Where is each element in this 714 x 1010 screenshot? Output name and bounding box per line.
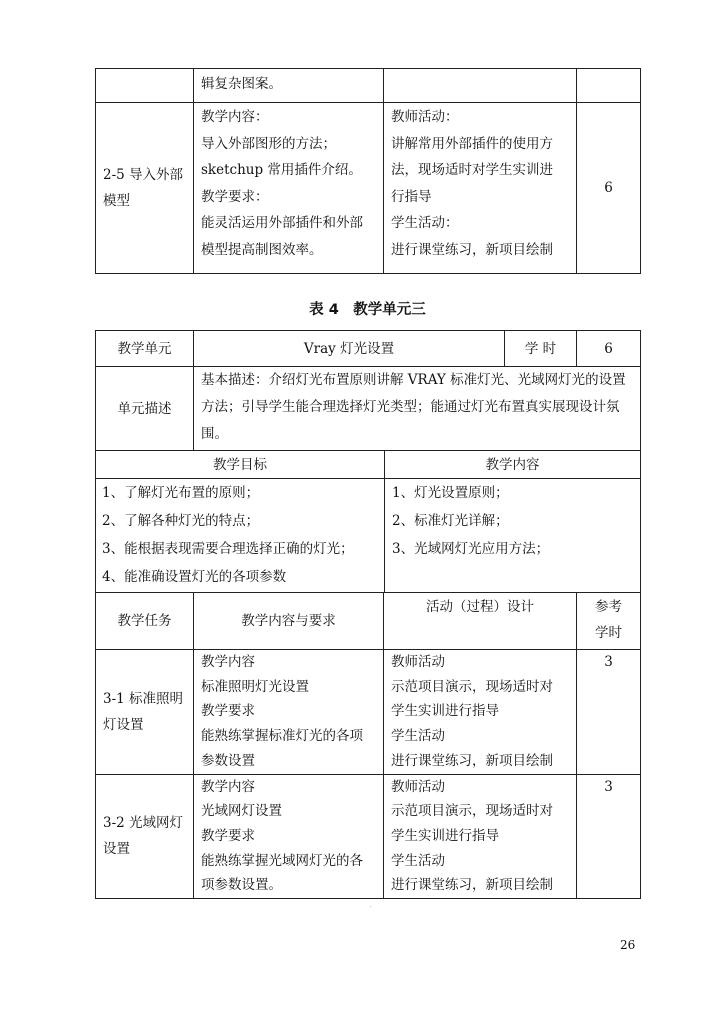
activity-cell bbox=[384, 774, 577, 899]
content-line: 教学要求 bbox=[201, 703, 255, 720]
table-row bbox=[96, 774, 641, 899]
content-item: 1、灯光设置原则； bbox=[392, 485, 509, 501]
contents-cell bbox=[385, 479, 641, 593]
goal-item: 1、了解灯光布置的原则； bbox=[102, 485, 260, 501]
unit-name: Vray 灯光设置 bbox=[194, 331, 505, 367]
content-line: 能熟练掌握标准灯光的各项 bbox=[201, 728, 363, 745]
content-line: 导入外部图形的方法； bbox=[201, 135, 336, 152]
hours-cell: 6 bbox=[577, 103, 641, 274]
table-row bbox=[96, 103, 641, 274]
goal-item: 2、了解各种灯光的特点； bbox=[102, 513, 260, 529]
activity-line: 教师活动 bbox=[391, 654, 445, 670]
content-line: 教学要求 bbox=[201, 827, 255, 844]
activity-line: 法，现场适时对学生实训进 bbox=[391, 162, 553, 178]
task-cell: 2-5 导入外部模型 bbox=[96, 103, 194, 274]
goal-item: 3、能根据表现需要合理选择正确的灯光； bbox=[102, 541, 354, 557]
task-header: 教学任务 bbox=[96, 593, 194, 650]
content-cell: 辑复杂图案。 bbox=[194, 69, 384, 103]
task-cell bbox=[96, 69, 194, 103]
activity-line: 学生实训进行指导 bbox=[391, 827, 499, 844]
task-cell: 3-2 光域网灯设置 bbox=[96, 774, 194, 899]
page-number: 26 bbox=[620, 938, 636, 952]
previous-unit-table bbox=[95, 68, 641, 274]
activity-cell bbox=[384, 650, 577, 775]
content-line: 项参数设置。 bbox=[201, 877, 282, 894]
hours-label: 学 时 bbox=[505, 331, 577, 367]
activity-line: 进行课堂练习，新项目绘制 bbox=[391, 241, 553, 258]
goal-item: 4、能准确设置灯光的各项参数 bbox=[102, 569, 287, 585]
activity-line: 学生活动 bbox=[391, 728, 445, 745]
content-cell bbox=[194, 103, 384, 274]
hours-header: 参考学时 bbox=[577, 593, 641, 650]
content-line: 教学内容： bbox=[201, 109, 269, 125]
content-line: 能灵活运用外部插件和外部 bbox=[201, 215, 363, 231]
goals-cell bbox=[96, 479, 385, 593]
content-line: 教学内容 bbox=[201, 778, 255, 795]
hours-cell: 3 bbox=[577, 774, 641, 899]
table-caption: 表 4 教学单元三 bbox=[309, 302, 426, 318]
table-row bbox=[96, 479, 641, 593]
content-line: 参数设置 bbox=[201, 752, 255, 769]
unit-description: 基本描述：介绍灯光布置原则讲解 VRAY 标准灯光、光域网灯光的设置方法；引导学生能合理选择灯光类型；能通过灯光布置真实展现设计氛围。 bbox=[194, 367, 641, 451]
activity-line: 讲解常用外部插件的使用方 bbox=[391, 135, 553, 152]
activity-line: 进行课堂练习，新项目绘制 bbox=[391, 752, 553, 769]
table-row bbox=[96, 367, 641, 451]
activity-line: 示范项目演示，现场适时对 bbox=[391, 803, 553, 820]
activity-line: 行指导 bbox=[391, 188, 432, 205]
unit-label: 教学单元 bbox=[96, 331, 194, 367]
goal-header: 教学目标 bbox=[96, 451, 385, 479]
desc-label: 单元描述 bbox=[96, 367, 194, 451]
table-row bbox=[96, 451, 641, 479]
activity-header: 活动（过程）设计 bbox=[384, 593, 577, 650]
activity-line: 教师活动 bbox=[391, 778, 445, 795]
unit-info-table bbox=[95, 330, 641, 451]
table-row bbox=[96, 331, 641, 367]
table-row bbox=[96, 593, 641, 650]
activity-line: 教师活动： bbox=[391, 109, 459, 125]
content-line: 光域网灯设置 bbox=[201, 803, 282, 820]
scan-speck bbox=[370, 906, 371, 907]
tasks-table bbox=[95, 592, 641, 899]
content-item: 3、光域网灯光应用方法； bbox=[392, 541, 550, 557]
activity-line: 学生活动： bbox=[391, 215, 459, 231]
content-line: 标准照明灯光设置 bbox=[201, 678, 309, 695]
content-line: 教学内容 bbox=[201, 654, 255, 670]
table-row bbox=[96, 650, 641, 775]
hours-cell bbox=[577, 69, 641, 103]
hours-value: 6 bbox=[577, 331, 641, 367]
content-header: 教学内容与要求 bbox=[194, 593, 384, 650]
table-row bbox=[96, 69, 641, 103]
content-line: 教学要求： bbox=[201, 188, 269, 205]
activity-line: 学生活动 bbox=[391, 852, 445, 869]
goals-table bbox=[95, 450, 641, 593]
task-cell: 3-1 标准照明灯设置 bbox=[96, 650, 194, 775]
activity-line: 示范项目演示，现场适时对 bbox=[391, 678, 553, 695]
content-item: 2、标准灯光详解； bbox=[392, 513, 509, 529]
activity-line: 进行课堂练习，新项目绘制 bbox=[391, 877, 553, 894]
content-line: 模型提高制图效率。 bbox=[201, 241, 323, 258]
content-line: sketchup 常用插件介绍。 bbox=[201, 162, 362, 178]
hours-cell: 3 bbox=[577, 650, 641, 775]
content-header: 教学内容 bbox=[385, 451, 641, 479]
content-cell bbox=[194, 774, 384, 899]
content-cell bbox=[194, 650, 384, 775]
activity-cell bbox=[384, 69, 577, 103]
activity-cell bbox=[384, 103, 577, 274]
activity-line: 学生实训进行指导 bbox=[391, 703, 499, 720]
content-line: 能熟练掌握光域网灯光的各 bbox=[201, 852, 363, 869]
